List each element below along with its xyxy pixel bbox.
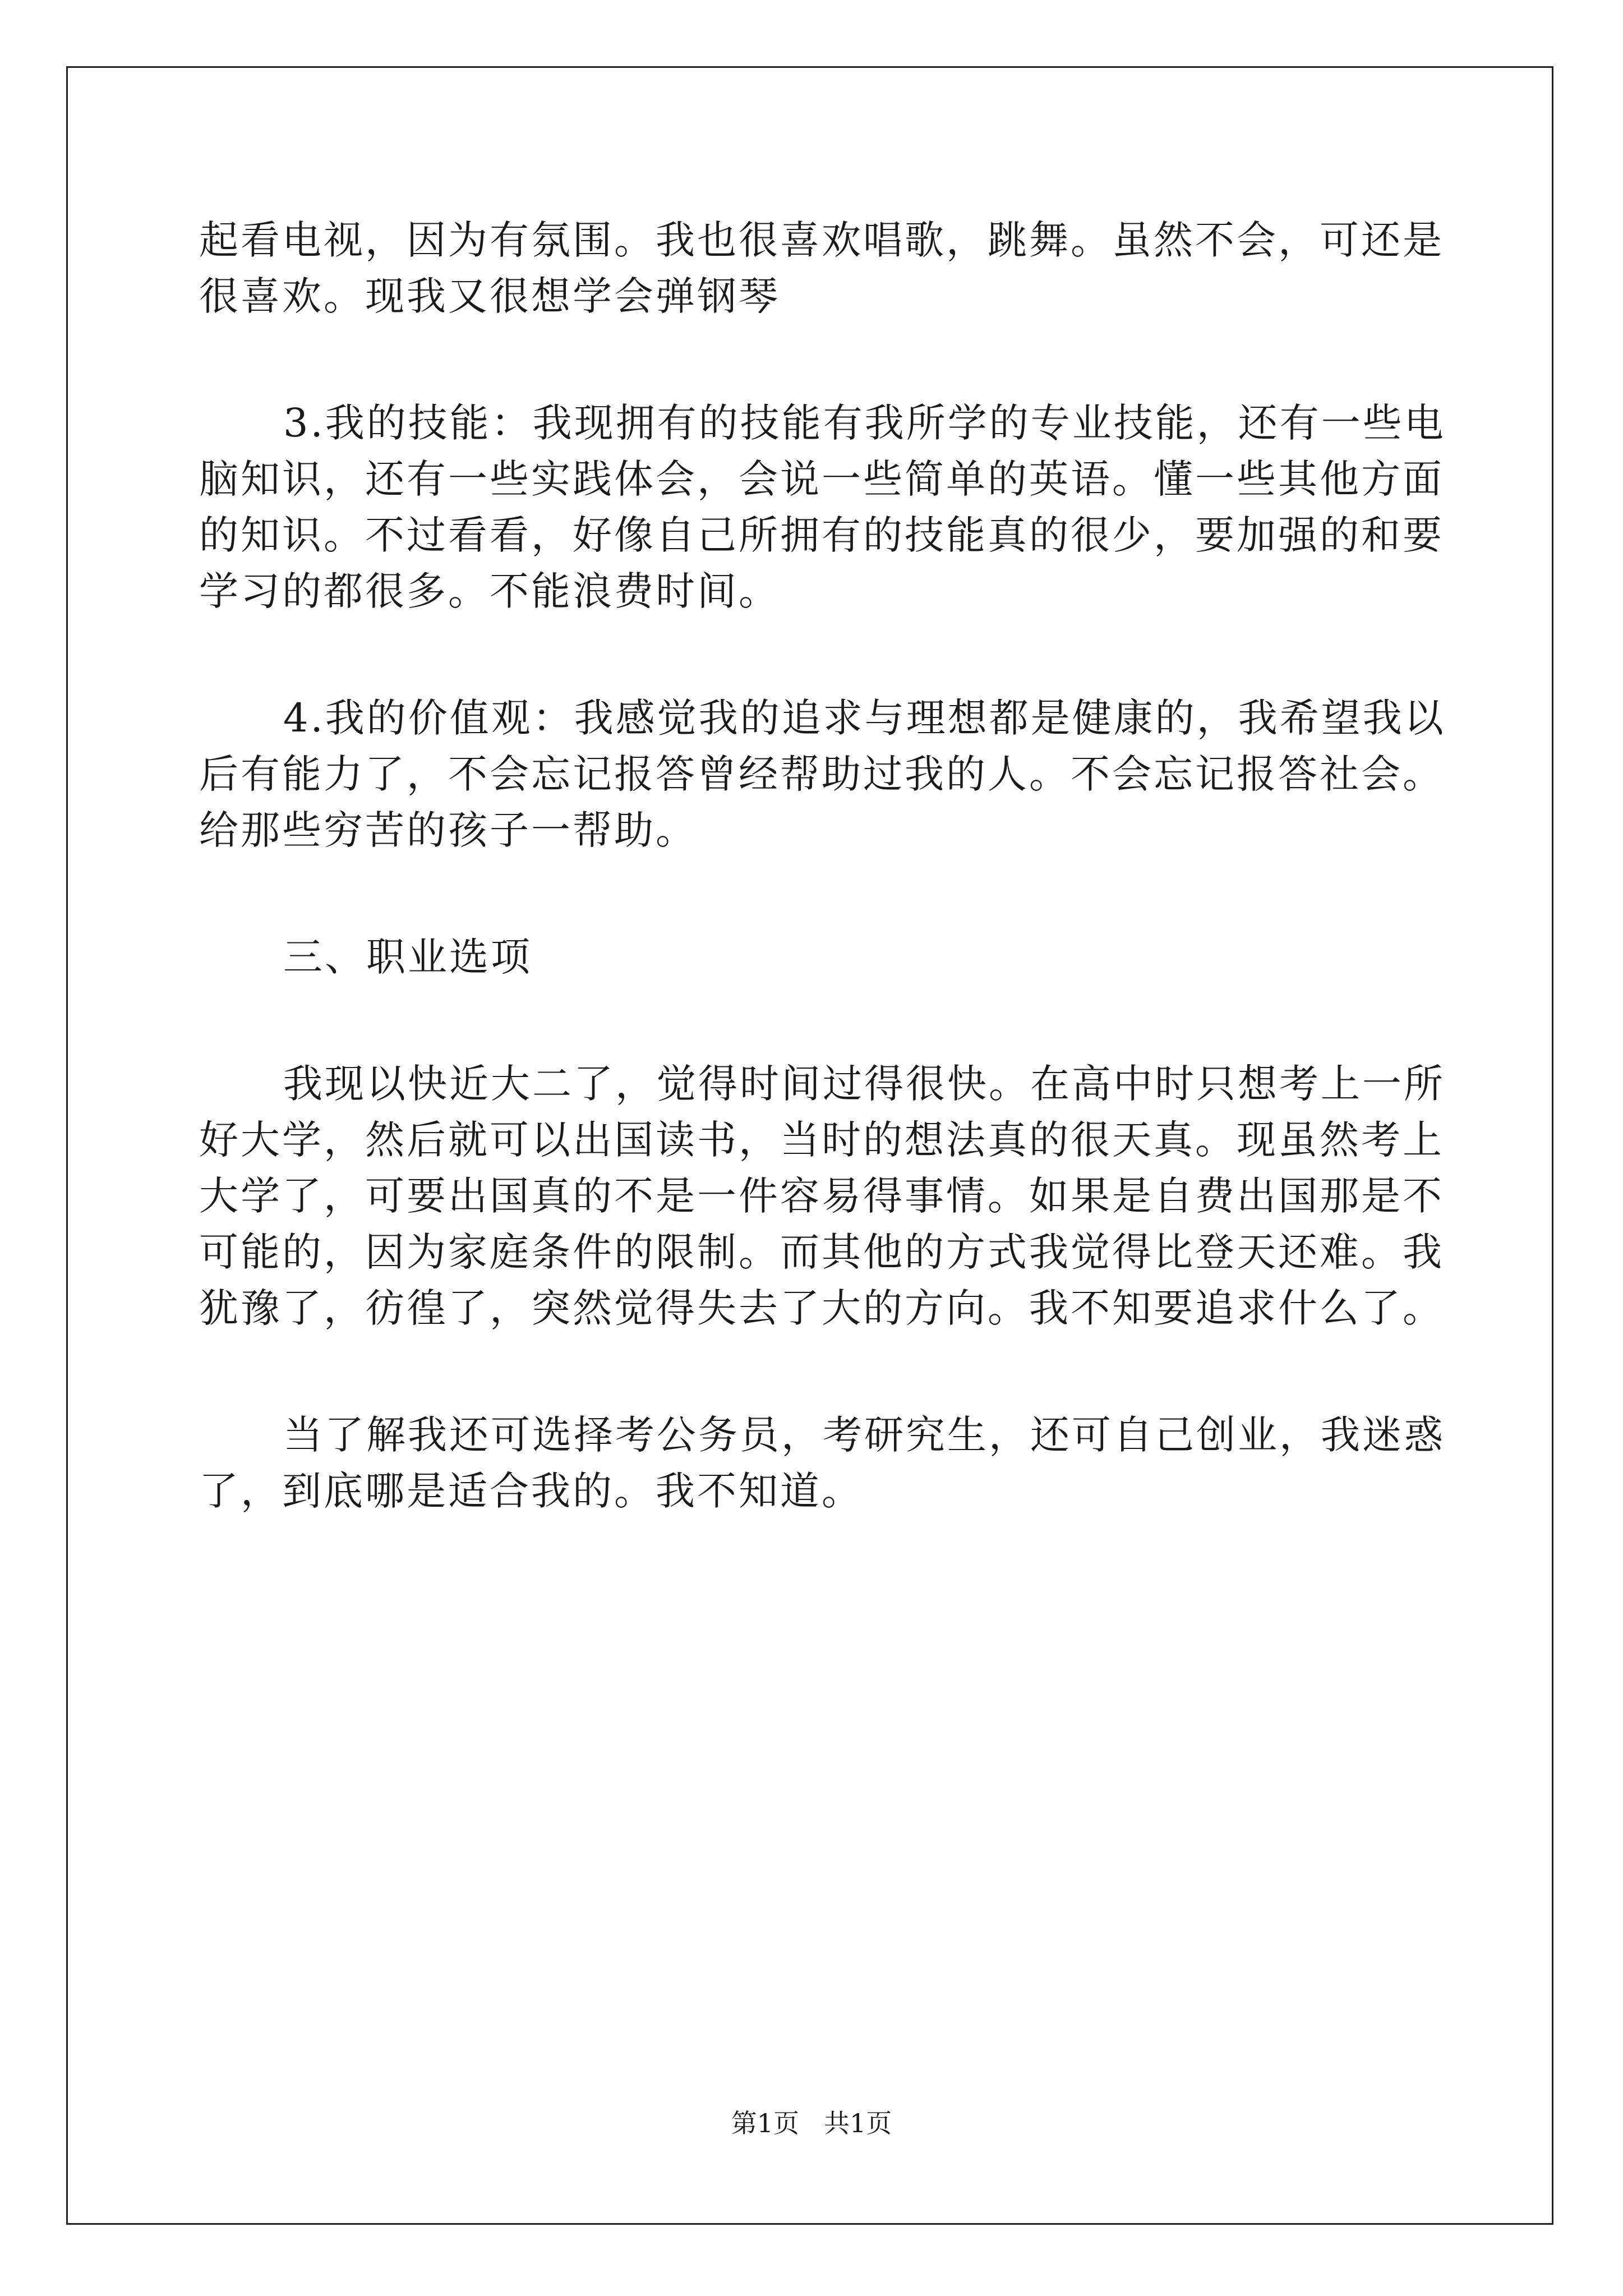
text-line: 犹豫了，彷徨了，突然觉得失去了大的方向。我不知要追求什么了。 [199,1285,1444,1331]
text-line: 脑知识，还有一些实践体会，会说一些简单的英语。懂一些其他方面 [199,456,1444,502]
document-body [199,212,1446,1519]
text-line: 后有能力了，不会忘记报答曾经帮助过我的人。不会忘记报答社会。 [199,751,1444,797]
text-line: 可能的，因为家庭条件的限制。而其他的方式我觉得比登天还难。我 [199,1229,1444,1275]
text-line: 3.我的技能：我现拥有的技能有我所学的专业技能，还有一些电 [283,400,1446,446]
text-line: 大学了，可要出国真的不是一件容易得事情。如果是自费出国那是不 [199,1173,1444,1219]
text-line: 了，到底哪是适合我的。我不知道。 [199,1468,863,1514]
text-line: 学习的都很多。不能浪费时间。 [199,568,780,614]
text-line: 4.我的价值观：我感觉我的追求与理想都是健康的，我希望我以 [283,695,1446,741]
text-line: 的知识。不过看看，好像自己所拥有的技能真的很少，要加强的和要 [199,512,1444,558]
page-number-total: 共1页 [824,2108,892,2138]
text-line: 当了解我还可选择考公务员，考研究生，还可自己创业，我迷惑 [283,1412,1445,1458]
text-line: 好大学，然后就可以出国读书，当时的想法真的很天真。现虽然考上 [199,1117,1444,1163]
section-heading: 三、职业选项 [283,934,532,980]
page-number-current: 第1页 [731,2108,799,2138]
text-line: 给那些穷苦的孩子一帮助。 [199,807,697,853]
text-line: 起看电视，因为有氛围。我也很喜欢唱歌，跳舞。虽然不会，可还是 [199,217,1444,263]
page-footer [0,2106,1623,2140]
text-line: 我现以快近大二了，觉得时间过得很快。在高中时只想考上一所 [283,1061,1445,1107]
text-line: 很喜欢。现我又很想学会弹钢琴 [199,273,780,319]
